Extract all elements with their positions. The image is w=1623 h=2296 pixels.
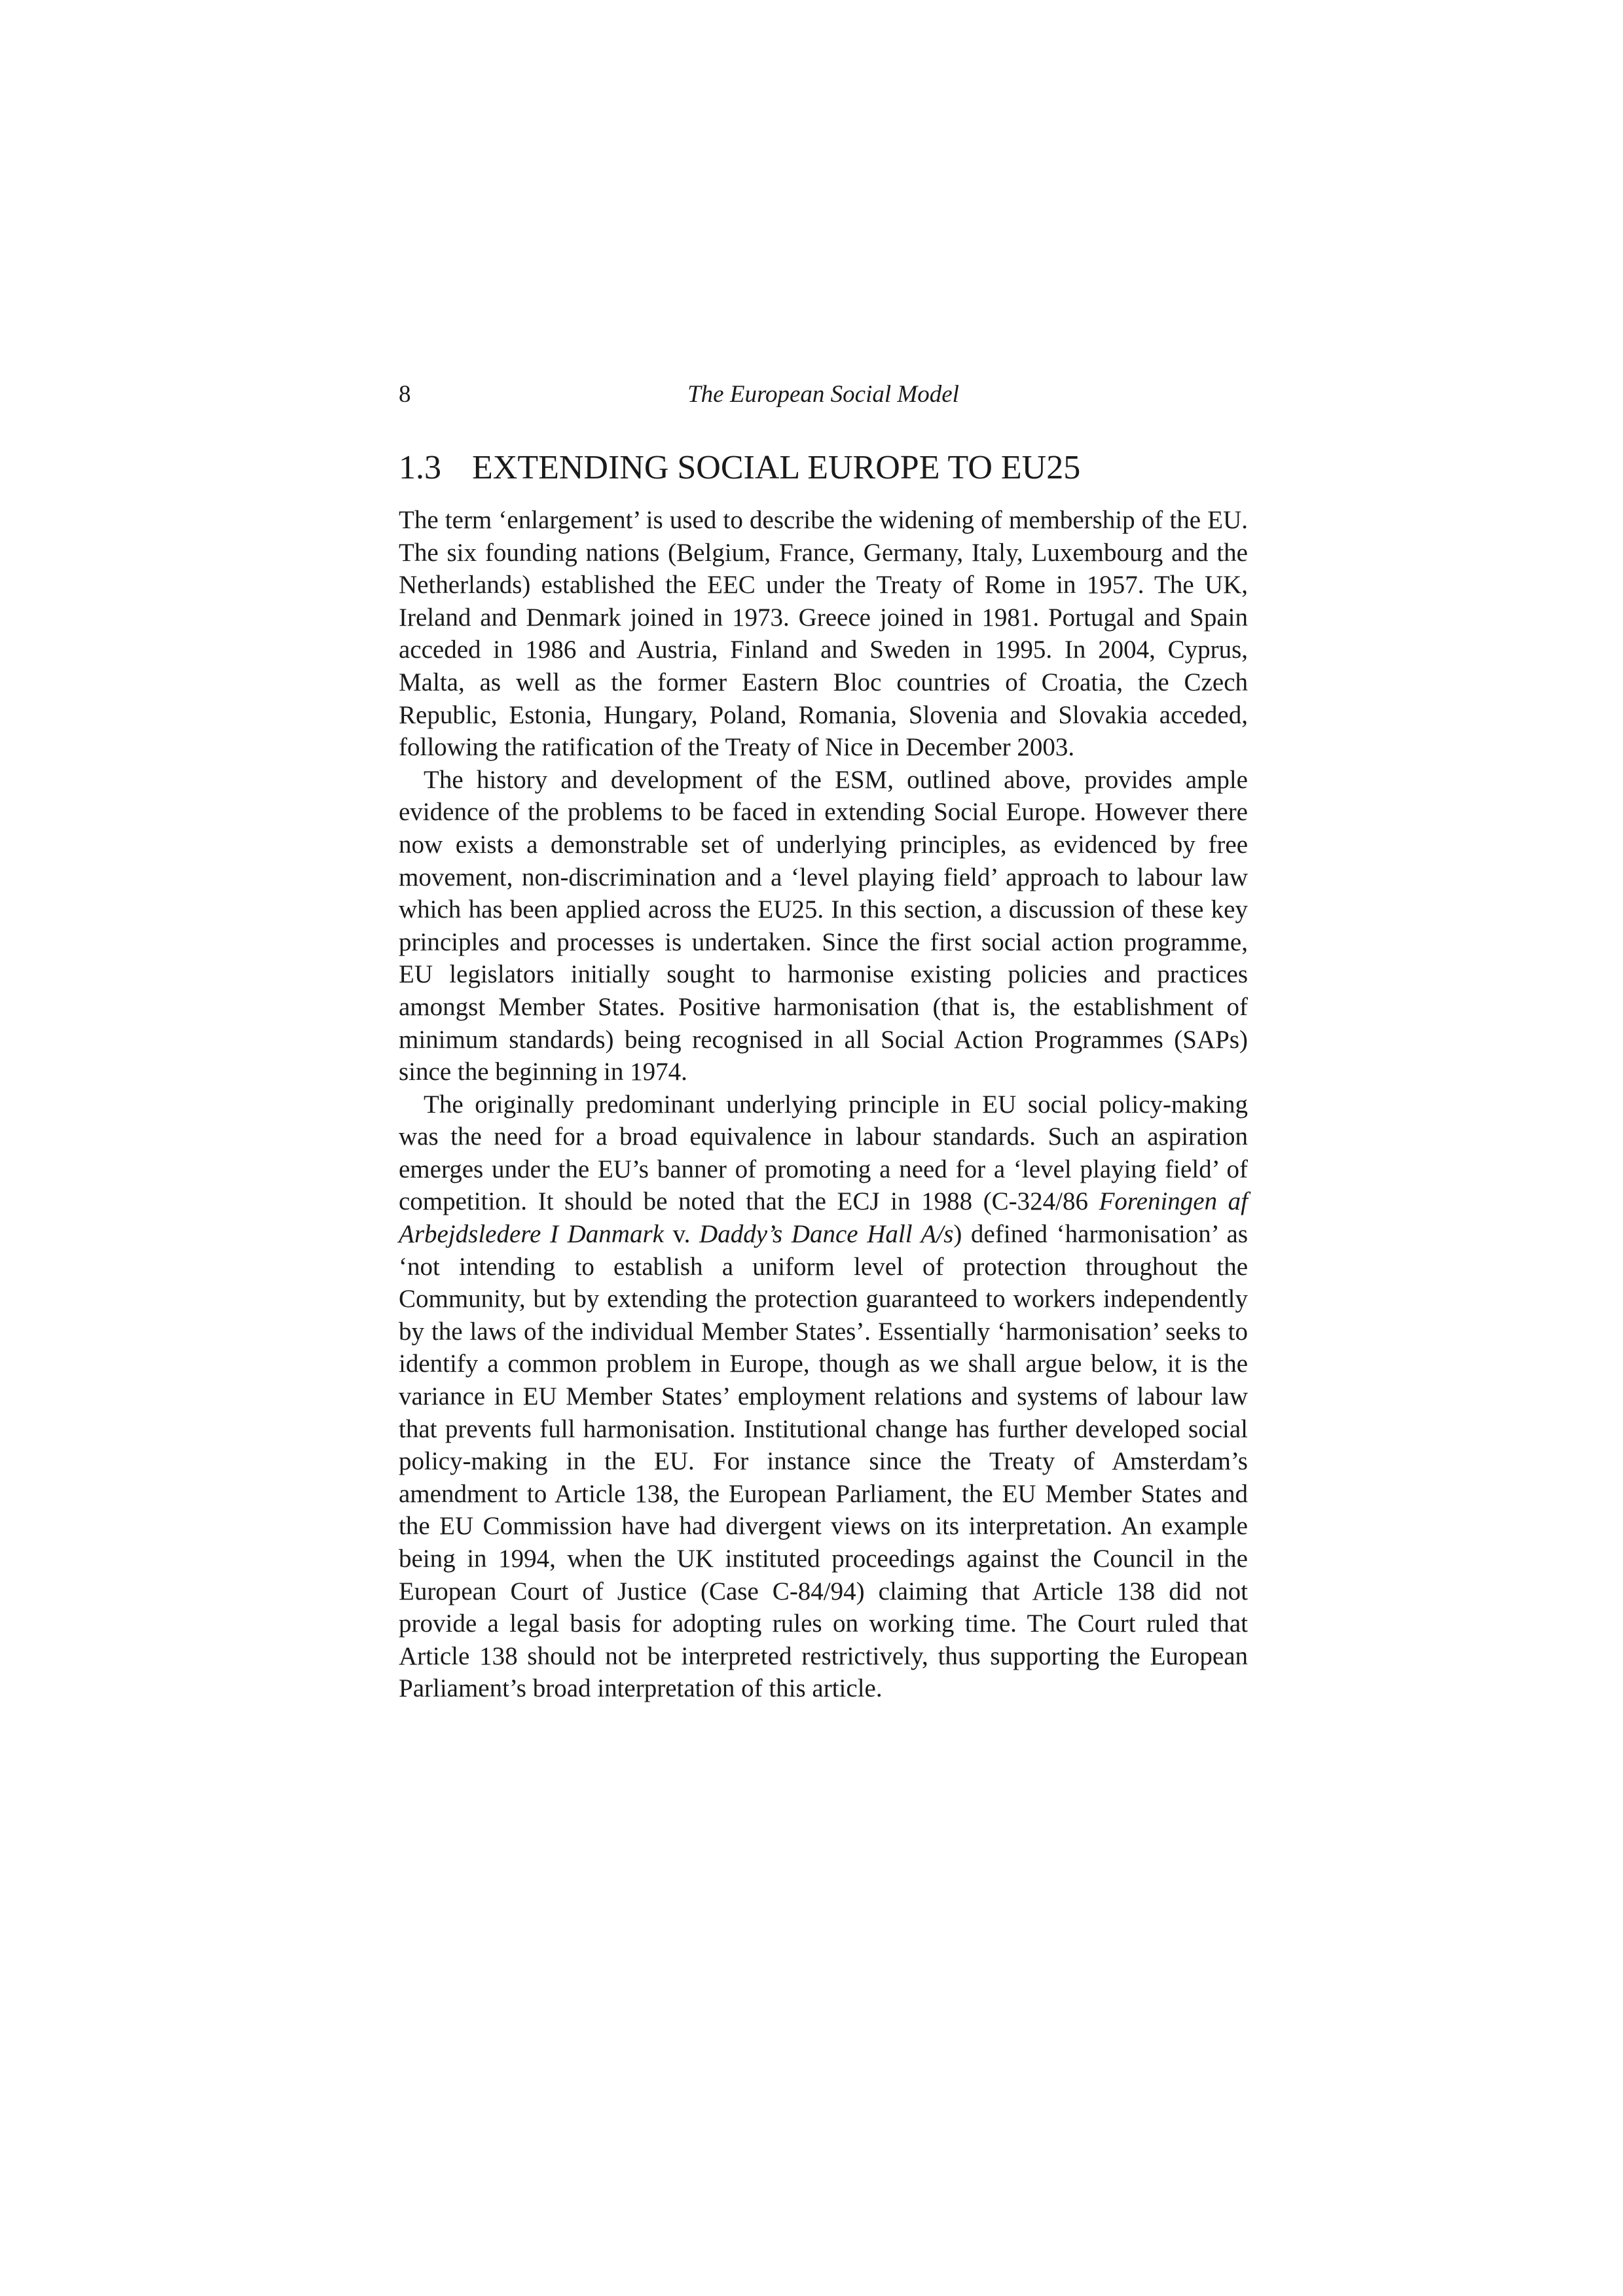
paragraph-harmonisation (399, 1088, 1248, 1705)
body-text (399, 504, 1248, 1705)
case-name-foreningen: Foreningen af Arbejdsledere I Danmark (399, 1187, 1249, 1249)
section-heading (399, 448, 1248, 488)
section-number: 1.3 (399, 449, 441, 486)
paragraph-harmonisation-text-2: ) defined ‘harmonisation’ as ‘not intending to establish a uniform level of protection throughout the Community, but by extending the protection guaranteed to workers independently by the laws of the individual Member States’. Essentially ‘harmonisation’ seeks to identify a common problem in Europe, though as we shall argue below, it is the variance in EU Member States’ employment relations and systems of labour law that prevents full harmonisation. Institutional change has further developed social policy-making in the EU. For instance since the Treaty of Amsterdam’s amendment to Article 138, the European Parliament, the EU Member States and the EU Commission have had divergent views on its interpretation. An example being in 1994, when the UK instituted proceedings against the Council in the European Court of Justice (Case C-84/94) claiming that Article 138 did not provide a legal basis for adopting rules on working time. The Court ruled that Article 138 should not be interpreted restrictively, thus supporting the European Parliament’s broad interpretation of this article. (399, 1220, 1249, 1703)
running-title: The European Social Model (687, 381, 959, 408)
section-title: EXTENDING SOCIAL EUROPE TO EU25 (472, 449, 1081, 486)
case-name-daddys-dance-hall: Daddy’s Dance Hall A/s (699, 1220, 954, 1249)
paragraph-enlargement: The term ‘enlargement’ is used to describe the widening of membership of the EU. The six founding nations (Belgium, France, Germany, Italy, Luxembourg and the Netherlands) established the EEC under the Treaty of Rome in 1957. The UK, Ireland and Denmark joined in 1973. Greece joined in 1981. Portugal and Spain acceded in 1986 and Austria, Finland and Sweden in 1995. In 2004, Cyprus, Malta, as well as the former Eastern Bloc countries of Croatia, the Czech Republic, Estonia, Hungary, Poland, Romania, Slovenia and Slovakia acceded, following the ratification of the Treaty of Nice in December 2003. (399, 506, 1248, 762)
versus-text: v. (663, 1220, 700, 1249)
paragraph-esm-history: The history and development of the ESM, outlined above, provides ample evidence of the problems to be faced in extending Social Europe. However there now exists a demonstrable set of underlying principles, as evidenced by free movement, non-discrimination and a ‘level playing field’ approach to labour law which has been applied across the EU25. In this section, a discussion of these key principles and processes is undertaken. Since the first social action programme, EU legislators initially sought to harmonise existing policies and practices amongst Member States. Positive harmonisation (that is, the establishment of minimum standards) being recognised in all Social Action Programmes (SAPs) since the beginning in 1974. (399, 765, 1248, 1086)
page-number: 8 (399, 381, 411, 408)
paragraph-harmonisation-text-1: The originally predominant underlying principle in EU social policy-making was the need for a broad equivalence in labour standards. Such an aspiration emerges under the EU’s banner of promoting a need for a ‘level playing field’ of competition. It should be noted that the ECJ in 1988 (C-324/86 (399, 1090, 1248, 1216)
running-head (399, 378, 1248, 411)
